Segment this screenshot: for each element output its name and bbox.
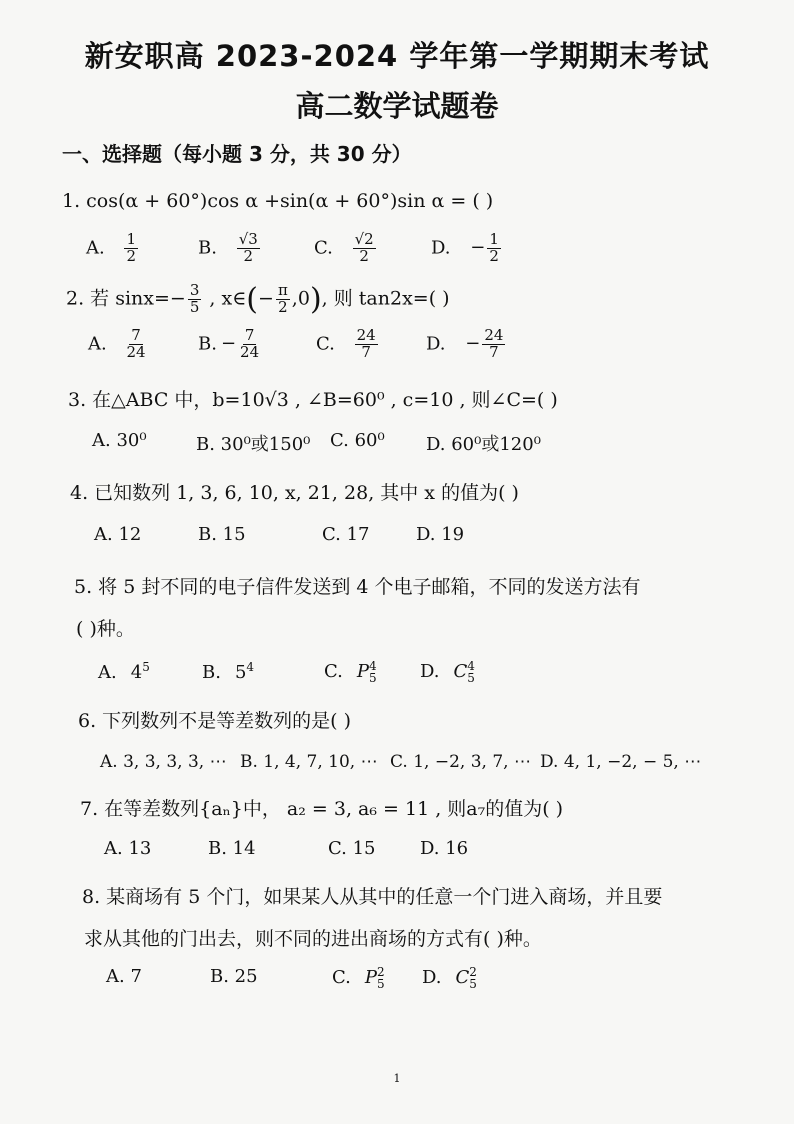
q6-option-a: A. 3, 3, 3, 3, ⋯ <box>100 752 227 772</box>
exam-title: 新安职高 2023-2024 学年第一学期期末考试 <box>84 39 710 73</box>
q5-option-c: C. P 4 5 <box>324 659 377 685</box>
question-2-options <box>88 328 648 370</box>
q8-option-a: A. 7 <box>106 966 142 987</box>
q4-option-a: A. 12 <box>94 524 142 545</box>
q1-option-a: A. $\frac{1}{2}$ <box>86 230 137 265</box>
question-8: 8. 某商场有 5 个门，如果某人从其中的任意一个门进入商场，并且要 <box>82 886 663 908</box>
q2-option-d: D. − $\frac{24}{7}$ <box>426 326 504 361</box>
question-8-options <box>106 966 666 996</box>
q3-option-c: C. 60⁰ <box>330 430 385 451</box>
q6-option-c: C. 1, −2, 3, 7, ⋯ <box>390 752 531 772</box>
q2-option-a: A. $\frac{7}{24}$ <box>88 326 146 361</box>
q1-option-c: C. $\frac{√2}{2}$ <box>314 230 374 265</box>
q2-option-b: B. − $\frac{7}{24}$ <box>198 326 260 361</box>
q6-option-b: B. 1, 4, 7, 10, ⋯ <box>240 752 378 772</box>
q4-option-d: D. 19 <box>416 524 465 545</box>
q1-option-b: B. $\frac{√3}{2}$ <box>198 230 258 265</box>
question-2: 2. 若 sinx=− $\frac{3}{5}$ , x∈(− $\frac{\pi}{2}$ ,0), 则 tan2x=( ) <box>66 281 450 317</box>
question-3-options <box>92 430 652 456</box>
question-8-cont: 求从其他的门出去，则不同的进出商场的方式有( )种。 <box>84 928 542 950</box>
q1-option-d: D. − $\frac{1}{2}$ <box>431 230 499 265</box>
q8-option-b: B. 25 <box>210 966 258 987</box>
question-6: 6. 下列数列不是等差数列的是( ) <box>78 710 352 732</box>
q7-option-b: B. 14 <box>208 838 256 859</box>
question-6-options <box>100 752 700 778</box>
q6-option-d: D. 4, 1, −2, − 5, ⋯ <box>540 752 702 772</box>
q2-option-c: C. $\frac{24}{7}$ <box>316 326 376 361</box>
q7-option-a: A. 13 <box>104 838 152 859</box>
question-4-options <box>94 524 654 550</box>
q4-option-b: B. 15 <box>198 524 246 545</box>
q7-option-c: C. 15 <box>328 838 376 859</box>
q5-option-b: B. $5^4$ <box>202 660 255 683</box>
question-3: 3. 在△ABC 中，b=10√3 , ∠B=60⁰ , c=10 , 则∠C=( ) <box>68 389 558 411</box>
question-1-options <box>86 232 646 274</box>
q3-option-b: B. 30⁰或150⁰ <box>196 434 311 455</box>
q7-option-d: D. 16 <box>420 838 469 859</box>
question-4: 4. 已知数列 1, 3, 6, 10, x, 21, 28, 其中 x 的值为( ) <box>70 482 519 504</box>
q8-option-d: D. C 2 5 <box>422 965 477 991</box>
question-7: 7. 在等差数列{aₙ}中， a₂ = 3, a₆ = 11 , 则a₇的值为( ) <box>80 798 564 820</box>
q8-option-c: C. P 2 5 <box>332 965 385 991</box>
question-5-options <box>98 660 658 690</box>
q5-option-d: D. C 4 5 <box>420 659 475 685</box>
question-5-cont: ( )种。 <box>76 618 135 640</box>
question-1: 1. cos(α + 60°)cos α +sin(α + 60°)sin α = ( ) <box>62 190 494 212</box>
q5-option-a: A. $4^5$ <box>98 660 150 683</box>
question-5: 5. 将 5 封不同的电子信件发送到 4 个电子邮箱，不同的发送方法有 <box>74 576 641 598</box>
section-heading: 一、选择题（每小题 3 分，共 30 分） <box>62 142 412 166</box>
exam-subtitle: 高二数学试题卷 <box>295 89 499 123</box>
page-number: 1 <box>393 1072 401 1085</box>
q3-option-d: D. 60⁰或120⁰ <box>426 434 541 455</box>
q3-option-a: A. 30⁰ <box>92 430 147 451</box>
question-7-options <box>104 838 664 864</box>
q4-option-c: C. 17 <box>322 524 370 545</box>
